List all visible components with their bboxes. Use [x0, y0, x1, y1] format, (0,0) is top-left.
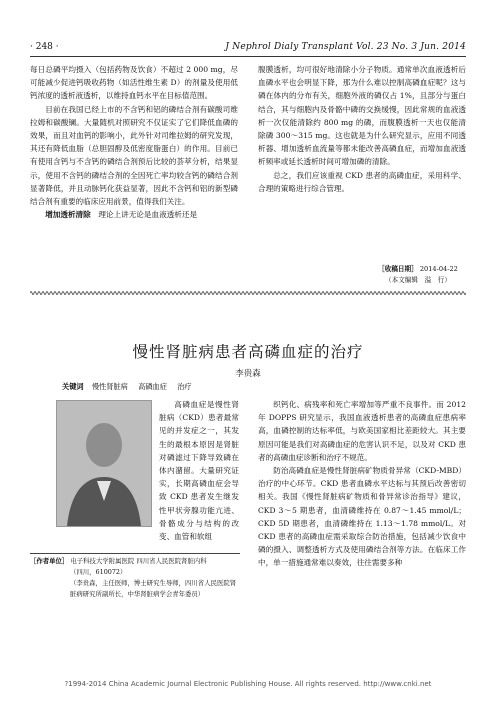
prev-paragraph-2: 目前在我国已经上市的不含钙和铝的磷结合剂有碳酸司维拉姆和碳酸镧。大量随机对照研究不仅证实了它们降低血磷的效果，而且对血钙的影响小，此外针对司维拉姆的研究发现，其还有降低血脂（总胆固醇及低密度脂蛋白）的作用。目前已有使用含钙与不含钙的磷结合剂预后比较的荟萃分析，结果显示，使用不含钙的磷结合剂的全因死亡率均较含钙的磷结合剂显著降低，并且动脉钙化获益显著，因此不含钙和铝的新型磷结合剂有重要的临床应用前景，值得我们关注。	[30, 104, 238, 207]
prev-article-right-column	[258, 63, 466, 195]
article-paragraph-2: 防治高磷血症是慢性肾脏病矿物质骨异常（CKD-MBD）治疗的中心环节。CKD 患者血磷水平达标与其预后改善密切相关。我国《慢性肾脏病矿物质和骨异常诊治指导》建议，CKD 3～5 期患者，血清磷维持在 0.87～1.45 mmol/L；CKD 5D 期患者，血清磷维持在 1.13～1.78 mmol/L。对 CKD 患者的高磷血症需采取综合防治措施，包括减少饮食中磷的摄入、调整透析方式及使用磷结合剂等方法。在临床工作中，单一措施通常难以奏效，往往需要多种	[258, 466, 466, 568]
section-divider-wave	[30, 289, 466, 297]
page-number: · 248 ·	[30, 42, 59, 52]
affiliation-label: ［作者单位］	[30, 557, 69, 565]
copyright-footer: ?1994-2014 China Academic Journal Electronic Publishing House. All rights reserved. http://www.cnki.net	[64, 680, 432, 688]
author-affiliation	[30, 556, 240, 600]
prev-paragraph-4: 腹膜透析，均可很好地清除小分子物质。通常单次血液透析后血磷水平也会明显下降，那为什么难以控制高磷血症呢？这与磷在体内的分布有关，细胞外液的磷仅占 1%，且部分与蛋白结合，其与细胞内及骨骼中磷的交换缓慢，因此常规的血液透析一次仅能清除约 800 mg 的磷，而腹膜透析一天也仅能清除磷 300～315 mg。这也就是为什么研究显示，应用不同透析器、增加透析血流量等都未能改善高磷血症，而增加血液透析频率或延长透析时间可增加磷的清除。	[258, 65, 466, 167]
article-intro: 高磷血症是慢性肾脏病（CKD）患者最常见的并发症之一，其发生的最根本原因是肾脏对磷滤过下降导致磷在体内潴留。大量研究证实，长期高磷血症会导致 CKD 患者发生继发性甲状旁腺功能亢进、骨骼成分与结构的改变、血管和软组	[159, 400, 239, 542]
keyword: 慢性肾脏病	[91, 382, 128, 391]
affiliation-line: （李贵森，主任医师，博士研究生导师，四川省人民医院肾脏病研究所副所长，中华肾脏病学会青年委员）	[70, 579, 237, 598]
editor-note: （本文编辑 溢 行）	[385, 276, 451, 284]
section-lead-text: 理论上讲无论是血液透析还是	[98, 210, 198, 220]
keywords-line	[62, 382, 200, 392]
prev-paragraph-1: 每日总磷平均摄入（包括药物及饮食）不超过 2 000 mg，尽可能减少促进钙吸收药物（如活性维生素 D）的剂量及使用低钙浓度的透析液透析，以维持血钙水平在目标值范围。	[30, 65, 238, 101]
prev-paragraph-3	[30, 208, 238, 221]
section-lead: 增加透析清除	[45, 210, 91, 220]
prev-article-left-column	[30, 63, 238, 221]
affiliation-rule	[30, 553, 240, 554]
header-rule	[30, 56, 466, 57]
keywords-label: 关键词	[62, 382, 84, 391]
article-intro-column	[159, 398, 239, 543]
article-paragraph-1: 织钙化、病残率和死亡率增加等严重不良事件。而 2012 年 DOPPS 研究显示，我国血液透析患者的高磷血症患病率高，血磷控制的达标率低，与欧美国家相比差距较大。其主要原因可能是我们对高磷血症的危害认识不足，以及对 CKD 患者的高磷血症诊断和治疗不规范。	[258, 400, 466, 462]
article-title: 慢性肾脏病患者高磷血症的治疗	[132, 343, 364, 361]
article-author: 李贵森	[235, 369, 261, 379]
affiliation-line: 电子科技大学附属医院 四川省人民医院肾脏内科	[70, 557, 207, 565]
received-label: ［收稿日期］	[378, 265, 418, 273]
received-date: 2014-04-22	[419, 265, 458, 273]
affiliation-line: （四川，610072）	[70, 568, 127, 576]
keyword: 治疗	[177, 382, 192, 391]
prev-paragraph-5: 总之，我们应该重视 CKD 患者的高磷血症，采用科学、合理的策略进行综合管理。	[258, 170, 466, 193]
author-photo	[56, 400, 152, 527]
article-right-column	[258, 398, 466, 570]
received-info	[370, 264, 466, 286]
journal-citation: J Nephrol Dialy Transplant Vol. 23 No. 3 Jun. 2014	[225, 42, 466, 52]
keyword: 高磷血症	[138, 382, 167, 391]
